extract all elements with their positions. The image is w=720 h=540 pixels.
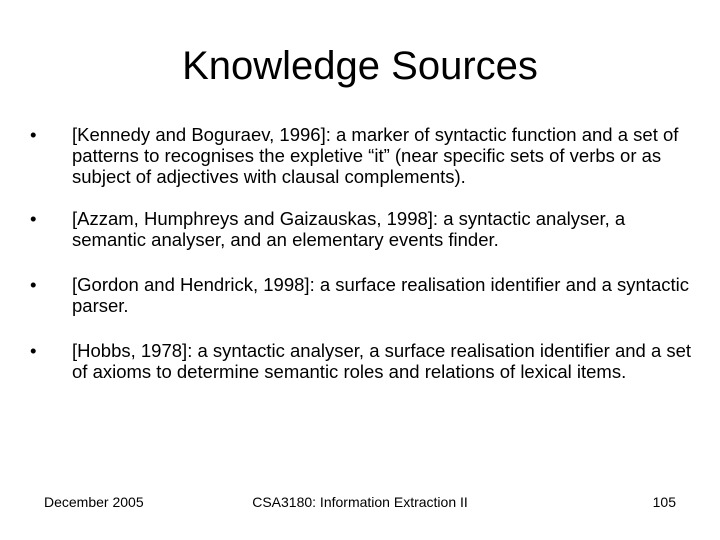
bullet-icon: •: [30, 124, 37, 145]
bullet-icon: •: [30, 274, 37, 295]
footer-course: CSA3180: Information Extraction II: [252, 494, 468, 510]
bullet-text: [Azzam, Humphreys and Gaizauskas, 1998]: a syntactic analyser, a semantic analyser, and an elementary events finder.: [72, 208, 626, 250]
bullet-icon: •: [30, 208, 37, 229]
bullet-list: [30, 124, 700, 382]
bullet-item: [30, 274, 700, 316]
bullet-item: [30, 208, 700, 250]
bullet-icon: •: [30, 340, 37, 361]
bullet-text: [Hobbs, 1978]: a syntactic analyser, a surface realisation identifier and a set of axioms to determine semantic roles and relations of lexical items.: [72, 340, 692, 382]
page-number: 105: [652, 494, 676, 510]
footer-date: December 2005: [44, 494, 144, 510]
slide-title: Knowledge Sources: [182, 44, 538, 88]
bullet-item: [30, 340, 700, 382]
bullet-text: [Gordon and Hendrick, 1998]: a surface realisation identifier and a syntactic parser.: [72, 274, 690, 316]
bullet-item: [30, 124, 700, 187]
bullet-text: [Kennedy and Boguraev, 1996]: a marker of syntactic function and a set of patterns to recognises the expletive “it” (near specific sets of verbs or as subject of adjectives with clausal complements).: [72, 124, 679, 187]
